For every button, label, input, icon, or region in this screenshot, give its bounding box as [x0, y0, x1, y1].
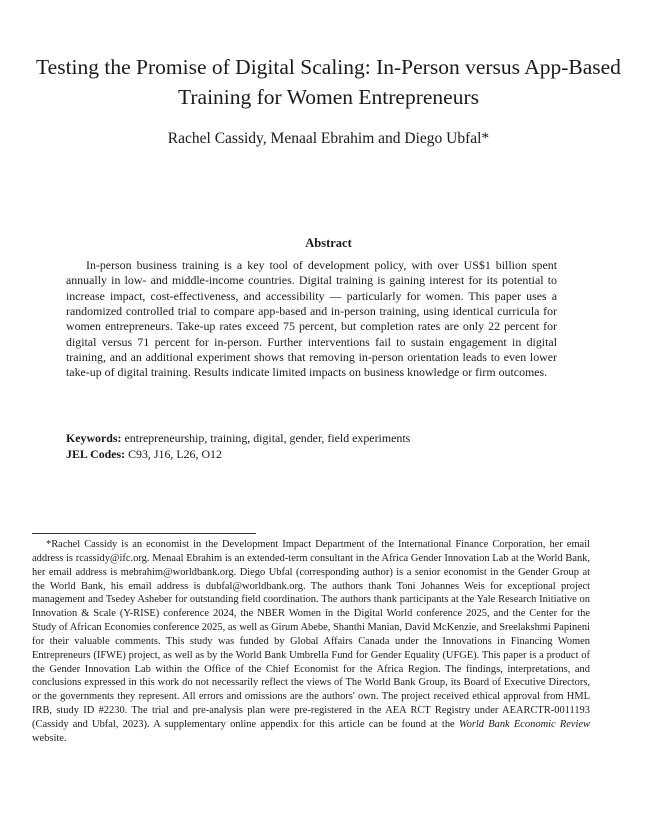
abstract-heading: Abstract	[305, 236, 352, 250]
footnote-text: *Rachel Cassidy is an economist in the Development Impact Department of the International Finance Corporation, her email address is rcassidy@ifc.org. Menaal Ebrahim is an extended-term consultant in the Africa Gender Innovation Lab at the World Bank, her email address is mebrahim@worldbank.org. Diego Ubfal (corresponding author) is a senior economist in the Gender Group at the World Bank, his email address is dubfal@worldbank.org. The authors thank Toni Johannes Weis for exceptional project management and Tsedey Asheber for outstanding field coordination. The authors thank participants at the Yale Research Initiative on Innovation & Scale (Y-RISE) conference 2024, the NBER Women in the Digital World conference 2025, and the Center for the Study of African Economies conference 2025, as well as Girum Abebe, Shanthi Manian, David McKenzie, and Sreelakshmi Papineni for their valuable comments. This study was funded by Global Affairs Canada under the Innovations in Financing Women Entrepreneurs (IFWE) project, as well as by the World Bank Umbrella Fund for Gender Equality (UFGE). This paper is a product of the Gender Innovation Lab within the Office of the Chief Economist for the Africa Region. The findings, interpretations, and conclusions expressed in this work do not necessarily reflect the views of The World Bank Group, its Board of Executive Directors, or the governments they represent. All errors and omissions are the authors' own. The project received ethical approval from HML IRB, study ID #2230. The trial and pre-analysis plan were pre-registered in the AEA RCT Registry under AEARCTR-0011193 (Cassidy and Ubfal, 2023). A supplementary online appendix for this article can be found at the	[32, 539, 590, 730]
jel-codes-line	[66, 446, 566, 462]
keywords-value: entrepreneurship, training, digital, gender, field experiments	[121, 431, 411, 445]
paper-title: Testing the Promise of Digital Scaling: In-Person versus App-Based Training for Women Entrepreneurs	[36, 55, 621, 109]
abstract-text: In-person business training is a key tool of development policy, with over US$1 billion spent annually in low- and middle-income countries. Digital training is gaining interest for its potential to increase impact, cost-effectiveness, and accessibility — particularly for women. This paper uses a randomized controlled trial to compare app-based and in-person training, using identical curricula for women entrepreneurs. Take-up rates exceed 75 percent, but completion rates are only 22 percent for digital versus 71 percent for in-person. Further interventions fail to sustain engagement in digital training, and an additional experiment shows that removing in-person orientation leads to even lower take-up of digital training. Results indicate limited impacts on business knowledge or firm outcomes.	[66, 258, 557, 380]
jel-codes-value: C93, J16, L26, O12	[125, 447, 222, 461]
author-footnote	[32, 538, 590, 746]
jel-codes-label: JEL Codes:	[66, 447, 126, 461]
author-list: Rachel Cassidy, Menaal Ebrahim and Diego Ubfal*	[167, 130, 490, 147]
footnote-journal-name: World Bank Economic Review	[458, 718, 590, 730]
keywords-line	[66, 430, 566, 446]
footnote-rule	[32, 533, 256, 534]
footnote-end: website.	[32, 732, 67, 744]
keywords-label: Keywords:	[66, 431, 122, 445]
